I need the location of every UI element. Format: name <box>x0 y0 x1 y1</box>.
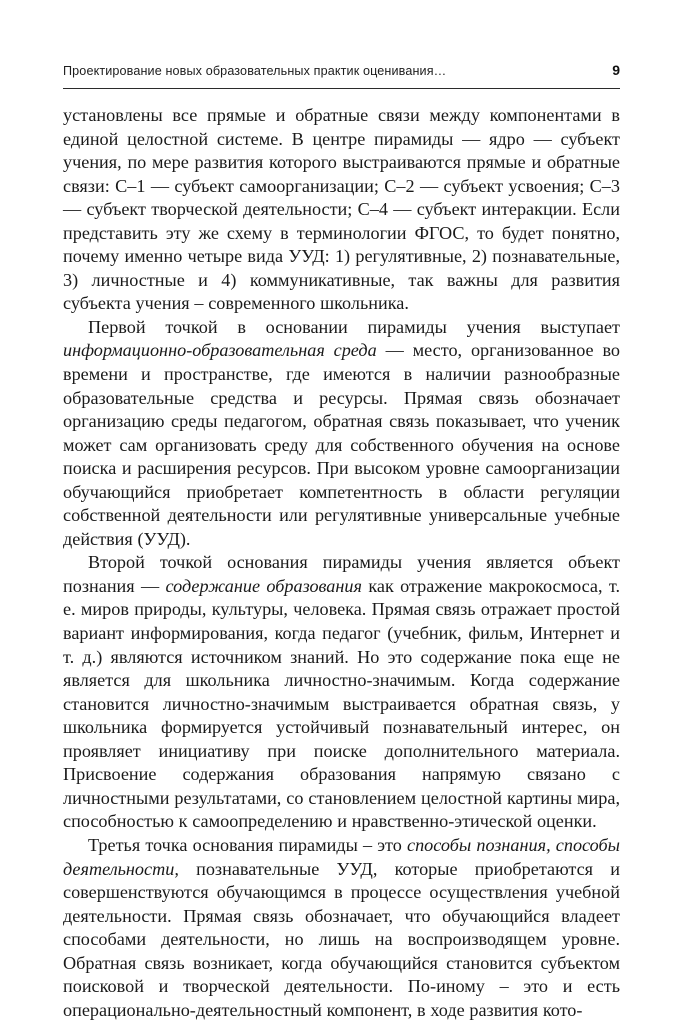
text-run: Третья точка основания пирамиды – это <box>88 834 407 855</box>
text-run: как отражение макрокосмоса, т. е. миров природы, культуры, человека. Прямая связь отражает простой вариант информирования, когда педагог (учебник, фильм, Интернет и т. д.) являются источником знаний. Но это содержание пока еще не является для школьника личностно-значимым. Когда содержание становится личностно-значимым выстраивается обратная связь, у школьника формируется устойчивый познавательный интерес, он проявляет инициативу при поиске дополнительного материала. Присвоение содержания образования напрямую связано с личностными результатами, со становлением целостной картины мира, способностью к самоопределению и нравственно-этической оценки. <box>63 575 621 832</box>
text-run: Второй точкой основания пирамиды учения является объект познания — <box>63 552 620 596</box>
paragraph <box>63 551 620 834</box>
emphasis-term: содержание образования <box>165 575 362 596</box>
emphasis-term: способы познания, способы деятельности, <box>63 834 620 879</box>
running-head-title: Проектирование новых образовательных практик оценивания… <box>63 64 447 78</box>
text-run: — место, организованное во времени и пространстве, где имеются в наличии разнообразные образовательные средства и ресурсы. Прямая связь обозначает организацию среды педагогом, обратная связь показывает, что ученик может сам организовать среду для собственного обучения на основе поиска и расширения ресурсов. При высоком уровне самоорганизации обучающийся приобретает компетентность в области регуляции собственной деятельности или регулятивные универсальные учебные действия (УУД). <box>63 340 621 549</box>
running-head <box>63 62 620 80</box>
paragraph <box>63 104 620 316</box>
text-run: установлены все прямые и обратные связи между компонентами в единой целостной системе. В центре пирамиды — ядро — субъект учения, по мере развития которого выстраиваются прямые и обратные связи: С–1 — субъект самоорганизации; С–2 — субъект усвоения; С–3 — субъект творческой деятельности; С–4 — субъект интеракции. Если представить эту же схему в терминологии ФГОС, то будет понятно, почему именно четыре вида УУД: 1) регулятивные, 2) познавательные, 3) личностные и 4) коммуникативные, так важны для развития субъекта учения – современного школьника. <box>63 105 620 314</box>
emphasis-term: информационно-образовательная среда <box>63 340 377 361</box>
body-text-column <box>63 104 620 1022</box>
paragraph <box>63 834 620 1022</box>
text-run: познавательные УУД, которые приобретаются и совершенствуются обучающимся в процессе осуществления учебной деятельности. Прямая связь обозначает, что обучающийся владеет способами деятельности, но лишь на воспроизводящем уровне. Обратная связь возникает, когда обучающийся становится субъектом поисковой и творческой деятельности. По-иному – это и есть операционально-деятельностный компонент, в ходе развития кото- <box>63 858 620 1020</box>
paragraph <box>63 316 620 551</box>
text-run: Первой точкой в основании пирамиды учения выступает <box>88 316 620 337</box>
header-rule-divider <box>63 88 620 89</box>
page-number: 9 <box>612 62 620 78</box>
